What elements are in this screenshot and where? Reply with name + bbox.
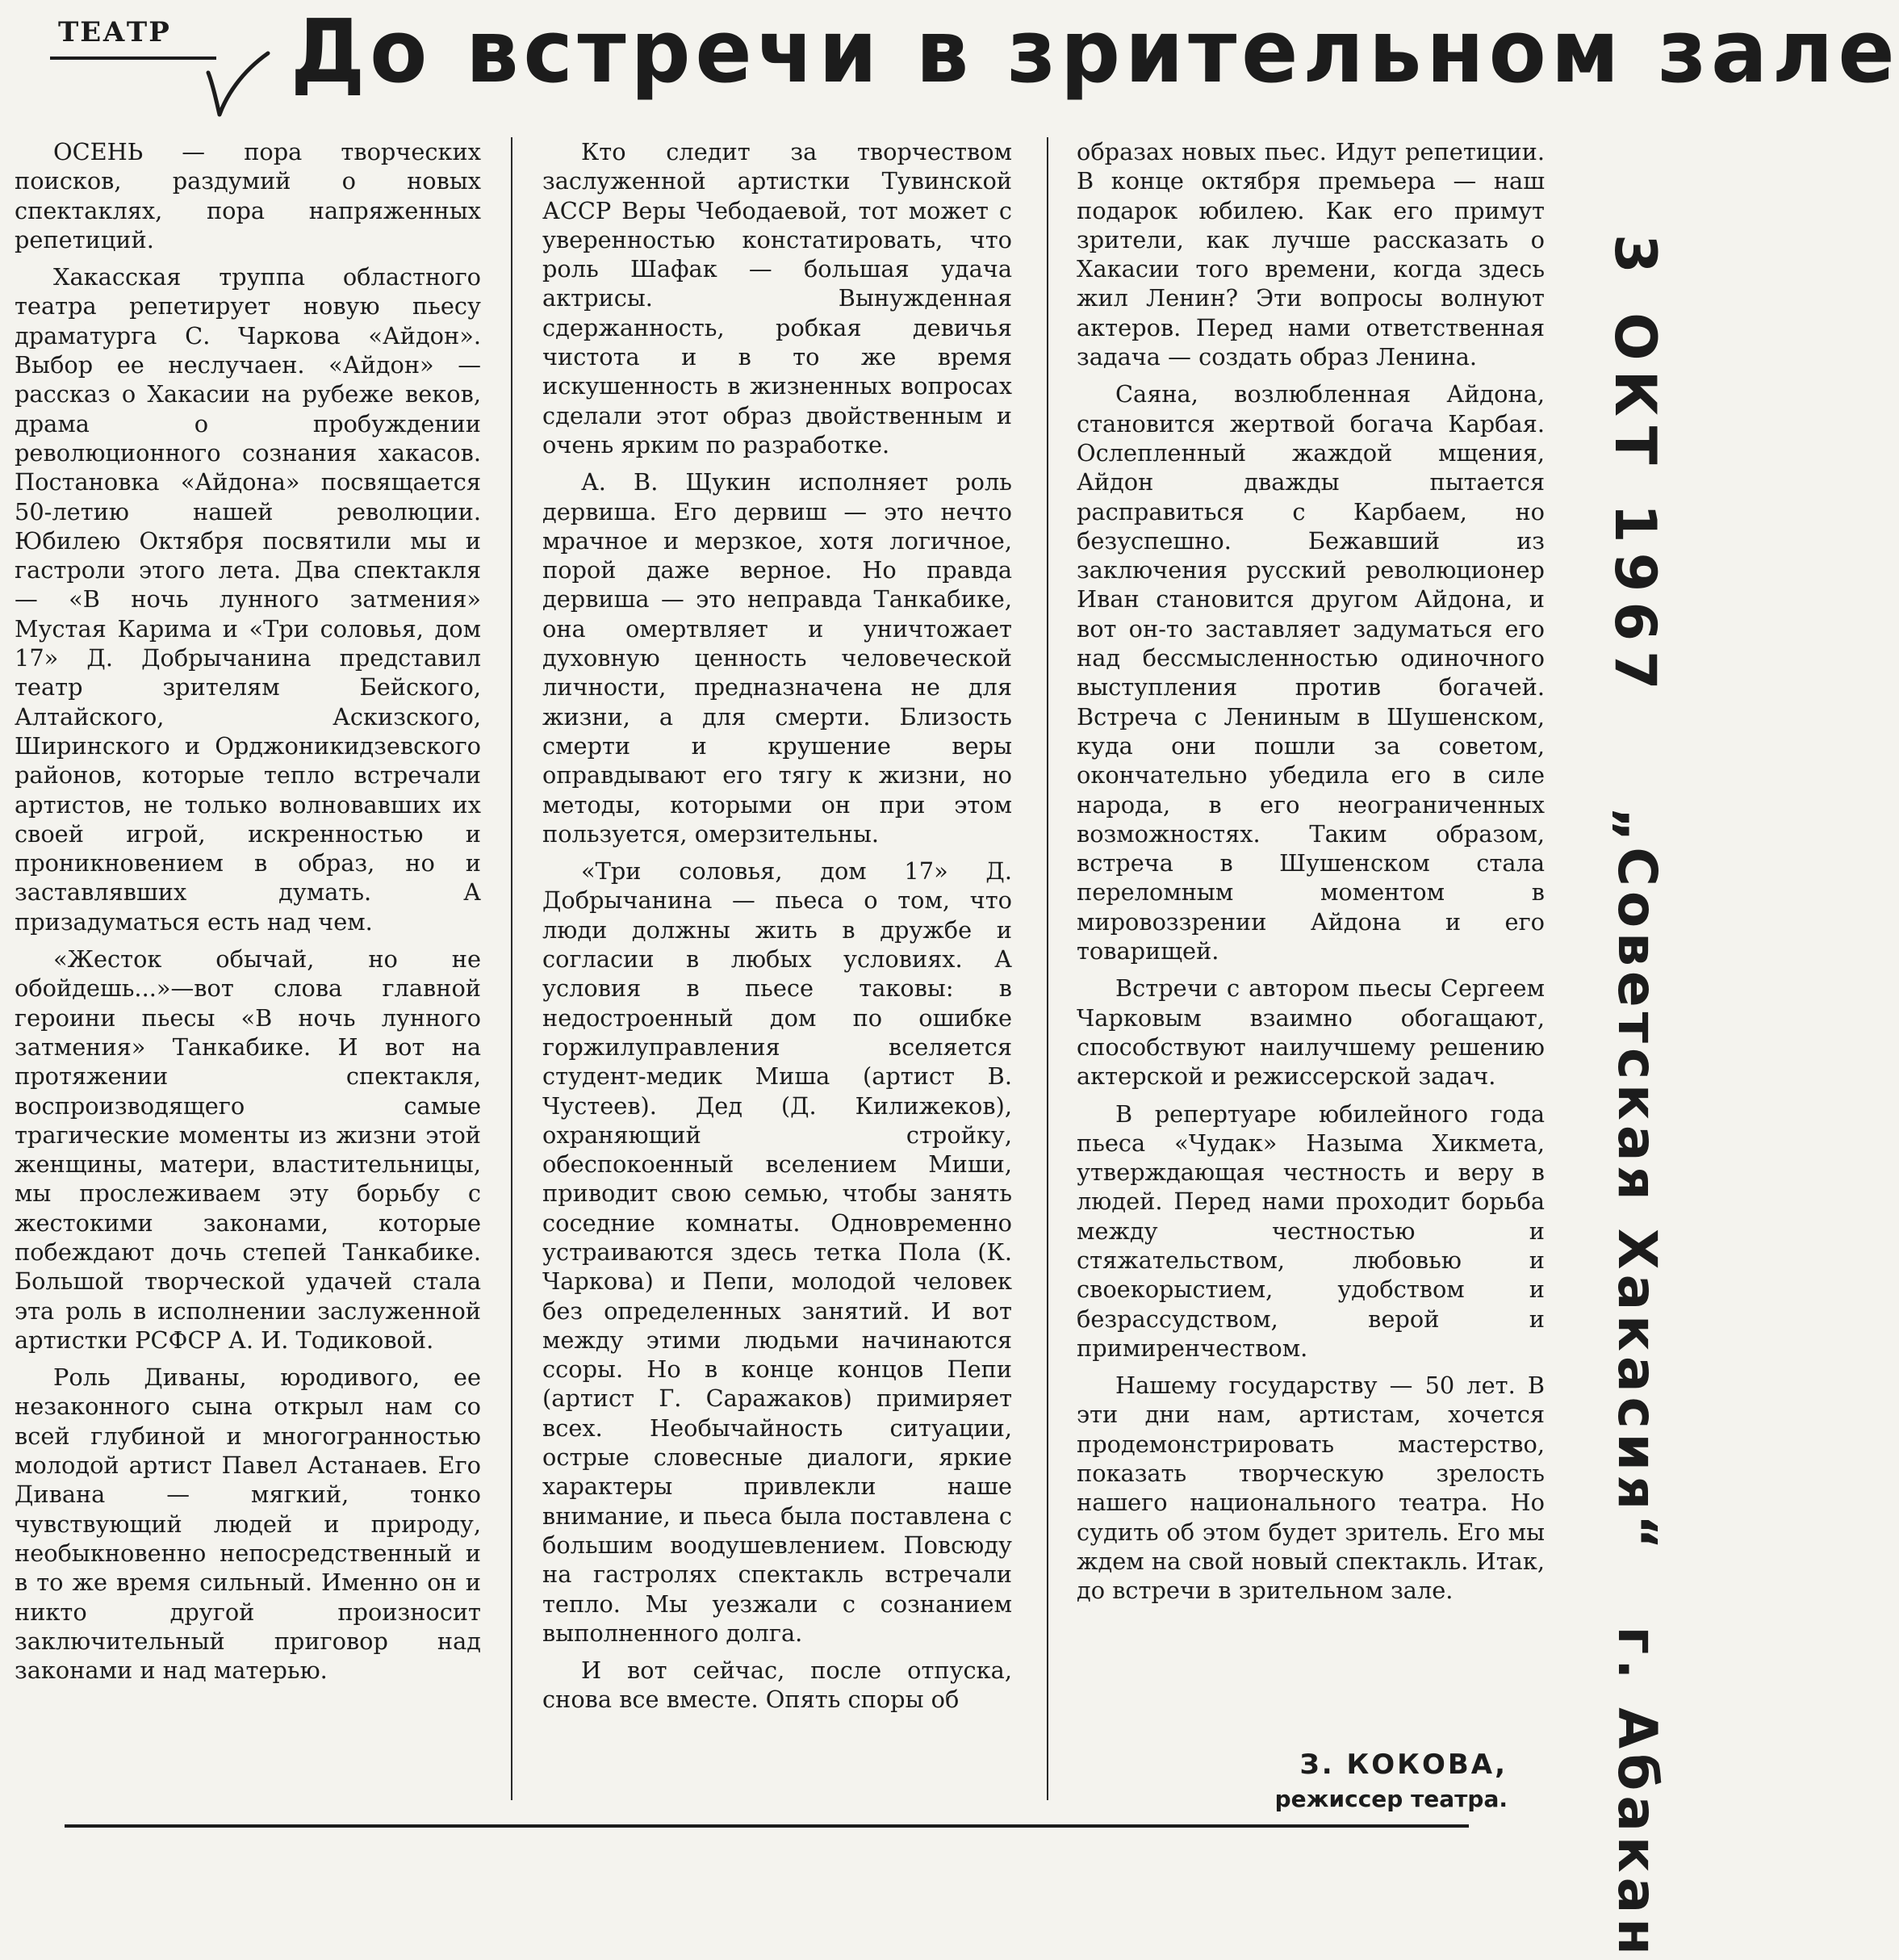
- check-mark-icon: [202, 48, 274, 121]
- author-role: режиссер театра.: [1274, 1786, 1508, 1812]
- paragraph: Хакасская труппа областного театра репетирует новую пьесу драматурга С. Чаркова «Айдон». Выбор ее неслучаен. «Айдон» — рассказ о Хакасии на рубеже веков, драма о пробуждении революционного сознания хакасов. Постановка «Айдона» посвящается 50-летию нашей революции. Юбилею Октября посвятили мы и гастроли этого лета. Два спектакля — «В ночь лунного затмения» Мустая Карима и «Три соловья, дом 17» Д. Добрычанина представил театр зрителям Бейского, Алтайского, Аскизского, Ширинского и Орджоникидзевского районов, которые тепло встречали артистов, не только волновавших их своей игрой, искренностью и проникновением в образ, но и заставлявших думать. А призадуматься есть над чем.: [15, 263, 481, 936]
- paragraph: И вот сейчас, после отпуска, снова все вместе. Опять споры об: [542, 1656, 1012, 1714]
- date-stamp: 3 ОКТ 1967: [1602, 234, 1668, 700]
- article-column-2: [542, 137, 1012, 1715]
- article-column-1: [15, 137, 481, 1685]
- author-signature: [1275, 1749, 1508, 1812]
- section-rubric: ТЕАТР: [58, 16, 171, 48]
- paragraph: Саяна, возлюбленная Айдона, становится жертвой богача Карбая. Ослепленный жаждой мщения, Айдон дважды пытается расправиться с Карбаем, но безуспешно. Бежавший из заключения русский революционер Иван становится другом Айдона, и вот он-то заставляет задуматься его над бессмысленностью одиночного выступления против богачей. Встреча с Лениным в Шушенском, куда они пошли за советом, окончательно убедила его в силе народа, в его неограниченных возможностях. Таким образом, встреча в Шушенском стала переломным моментом в мировоззрении Айдона и его товарищей.: [1077, 380, 1545, 965]
- paragraph: образах новых пьес. Идут репетиции. В конце октября премьера — наш подарок юбилею. Как его примут зрители, как лучше рассказать о Хакасии того времени, когда здесь жил Ленин? Эти вопросы волнуют актеров. Перед нами ответственная задача — создать образ Ленина.: [1077, 138, 1545, 371]
- bottom-rule: [65, 1824, 1469, 1828]
- source-note: [1606, 807, 1668, 1960]
- paragraph: «Три соловья, дом 17» Д. Добрычанина — пьеса о том, что люди должны жить в дружбе и согласии в любых условиях. А условия в пьесе таковы: в недостроенный дом по ошибке горжилуправления вселяется студент-медик Миша (артист В. Чустеев). Дед (Д. Килижеков), охраняющий стройку, обеспокоенный вселением Миши, приводит свою семью, чтобы занять соседние комнаты. Одновременно устраиваются здесь тетка Пола (К. Чаркова) и Пепи, молодой человек без определенных занятий. И вот между этими людьми начинаются ссоры. Но в конце концов Пепи (артист Г. Саражаков) примиряет всех. Необычайность ситуации, острые словесные диалоги, яркие характеры привлекли наше внимание, и пьеса была поставлена с большим воодушевлением. Повсюду на гастролях спектакль встречали тепло. Мы уезжали с сознанием выполненного долга.: [542, 857, 1012, 1647]
- column-divider: [511, 137, 512, 1800]
- author-name: З. КОКОВА,: [1299, 1749, 1508, 1781]
- paragraph: «Жесток обычай, но не обойдешь...»—вот слова главной героини пьесы «В ночь лунного затмения» Танкабике. И вот на протяжении спектакля, воспроизводящего самые трагические моменты из жизни этой женщины, матери, властительницы, мы прослеживаем эту борьбу с жестокими законами, которые побеждают дочь степей Танкабике. Большой творческой удачей стала эта роль в исполнении заслуженной артистки РСФСР А. И. Тодиковой.: [15, 945, 481, 1354]
- article-headline: До встречи в зрительном зале: [291, 2, 1899, 103]
- paragraph: В репертуаре юбилейного года пьеса «Чудак» Назыма Хикмета, утверждающая честность и веру в людей. Перед нами проходит борьба между честностью и стяжательством, любовью и своекорыстием, удобством и безрассудством, верой и примиренчеством.: [1077, 1099, 1545, 1362]
- paragraph: Роль Диваны, юродивого, ее незаконного сына открыл нам со всей глубиной и многогранностью молодой артист Павел Астанаев. Его Дивана — мягкий, тонко чувствующий людей и природу, необыкновенно непосредственный и в то же время сильный. Именно он и никто другой произносит заключительный приговор над законами и над матерью.: [15, 1363, 481, 1685]
- paragraph: Встречи с автором пьесы Сергеем Чарковым взаимно обогащают, способствуют наилучшему решению актерской и режиссерской задач.: [1077, 974, 1545, 1091]
- paragraph: ОСЕНЬ — пора творческих поисков, раздумий о новых спектаклях, пора напряженных репетиций.: [15, 138, 481, 253]
- source-title: „Советская Хакасия“: [1606, 807, 1668, 1555]
- paragraph: А. В. Щукин исполняет роль дервиша. Его дервиш — это нечто мрачное и мерзкое, хотя логичное, порой даже верное. Но правда дервиша — это неправда Танкабике, она омертвляет и уничтожает духовную ценность человеческой личности, предназначена не для жизни, а для смерти. Близость смерти и крушение веры оправдывают его тягу к жизни, но методы, которыми он при этом пользуется, омерзительны.: [542, 468, 1012, 848]
- paragraph: Нашему государству — 50 лет. В эти дни нам, артистам, хочется продемонстрировать мастерство, показать творческую зрелость нашего национального театра. Но судить об этом будет зритель. Его мы ждем на свой новый спектакль. Итак, до встречи в зрительном зале.: [1077, 1372, 1545, 1605]
- column-divider: [1047, 137, 1048, 1800]
- source-city: г. Абакан: [1606, 1626, 1668, 1960]
- rubric-underline: [50, 57, 216, 60]
- paragraph: Кто следит за творчеством заслуженной артистки Тувинской АССР Веры Чебодаевой, тот может с уверенностью констатировать, что роль Шафак — большая удача актрисы. Вынужденная сдержанность, робкая девичья чистота и в то же время искушенность в жизненных вопросах сделали этот образ двойственным и очень ярким по разработке.: [542, 138, 1012, 459]
- article-column-3: [1077, 137, 1545, 1606]
